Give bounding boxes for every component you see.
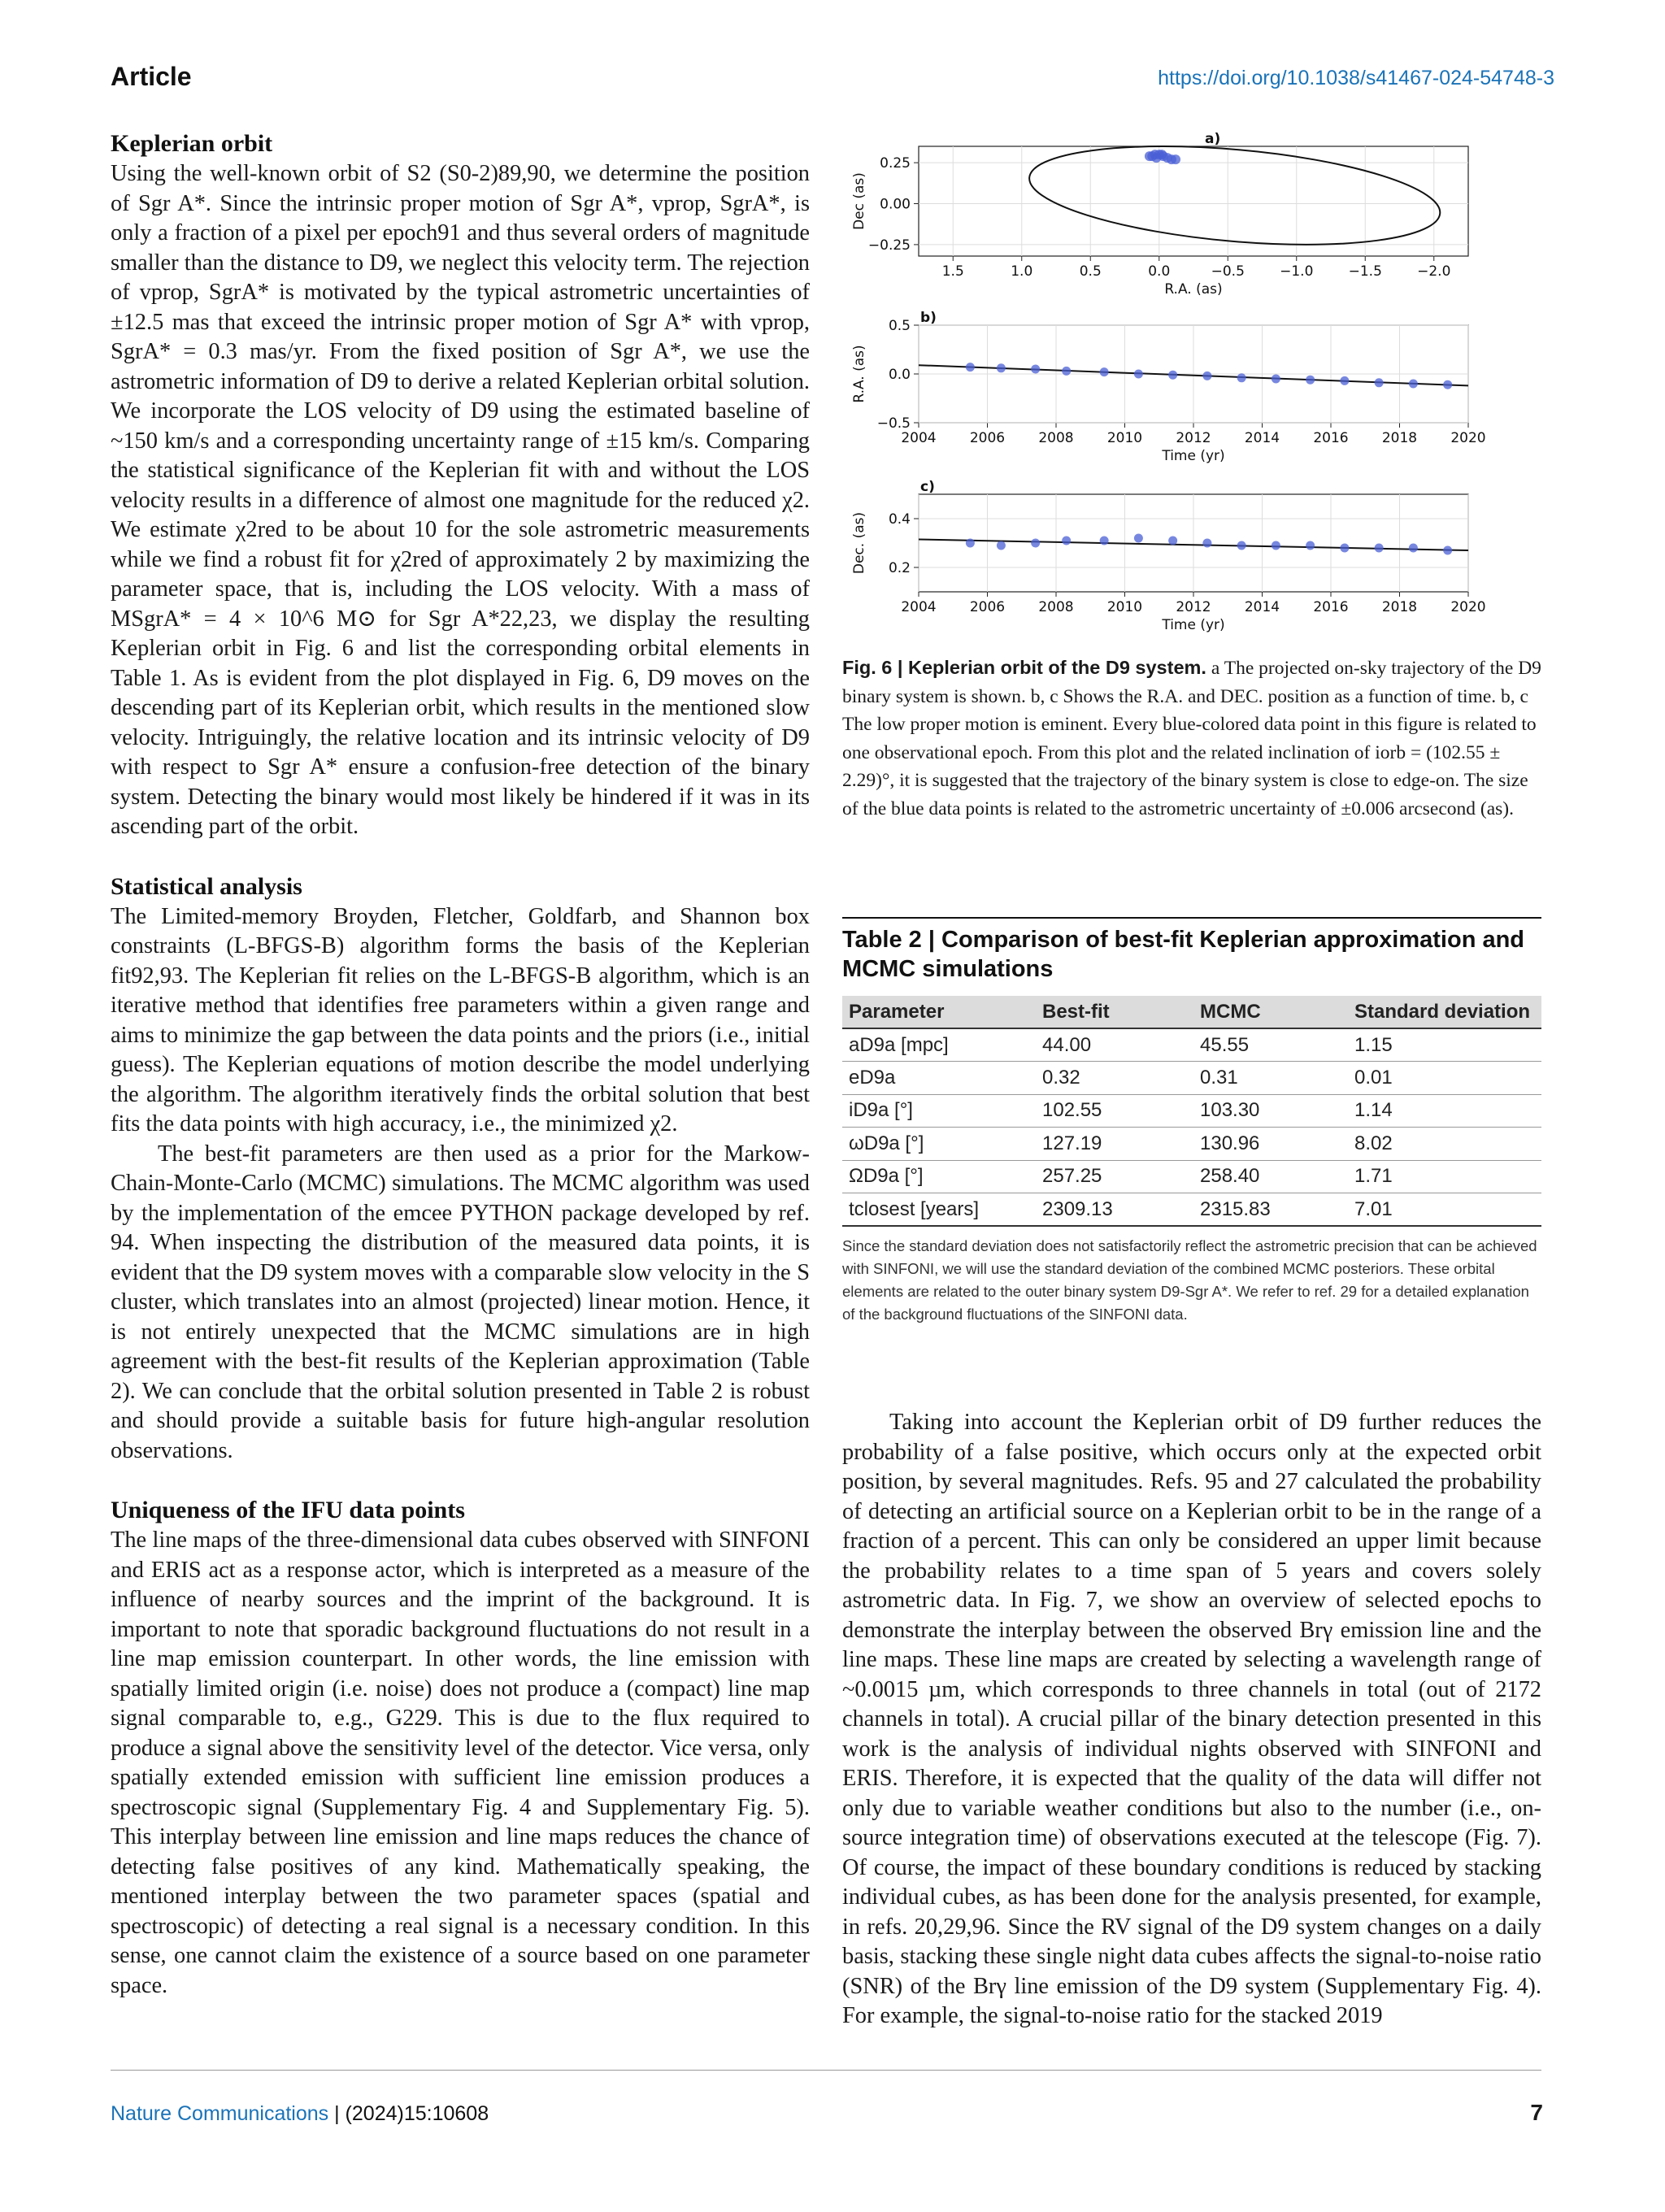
x-tick-label: 2008 bbox=[1038, 430, 1074, 446]
x-axis-label: Time (yr) bbox=[1162, 617, 1225, 633]
table-cell: 1.14 bbox=[1348, 1094, 1541, 1128]
data-point bbox=[1202, 372, 1211, 380]
x-tick-label: 2004 bbox=[901, 599, 937, 615]
table-cell: 130.96 bbox=[1193, 1128, 1348, 1161]
table-cell: eD9a bbox=[842, 1062, 1036, 1095]
figure-caption-text: a The projected on-sky trajectory of the D9 binary system is shown. b, c Shows the R.A. and DEC. position as a function of time. b, c The low proper motion is eminent. Every blue-colored data point in this figure is related to one observational epoch. From this plot and the related inclination of iorb = (102.55 ± 2.29)°, it is suggested that the trajectory of the binary system is close to edge-on. The size of the blue data points is related to the astrometric uncertainty of ±0.006 arcsecond (as). bbox=[842, 658, 1541, 819]
data-point bbox=[1409, 380, 1418, 389]
y-axis-label: R.A. (as) bbox=[851, 345, 867, 403]
table-row bbox=[842, 1128, 1541, 1161]
x-tick-label: 0.0 bbox=[1148, 263, 1171, 280]
table-header-cell: Standard deviation bbox=[1348, 996, 1541, 1028]
table-cell: 103.30 bbox=[1193, 1094, 1348, 1128]
x-axis-label: Time (yr) bbox=[1162, 448, 1225, 464]
table-row bbox=[842, 1028, 1541, 1062]
figure-6 bbox=[846, 130, 1541, 639]
x-tick-label: 2016 bbox=[1313, 599, 1349, 615]
x-tick-label: 2018 bbox=[1381, 599, 1418, 615]
doi-link[interactable]: https://doi.org/10.1038/s41467-024-54748-3 bbox=[1158, 67, 1554, 89]
table-cell: 257.25 bbox=[1036, 1160, 1193, 1193]
x-tick-label: 2014 bbox=[1244, 599, 1280, 615]
table-header-cell: Best-fit bbox=[1036, 996, 1193, 1028]
data-point bbox=[966, 363, 975, 372]
statistical-paragraph-1: The Limited-memory Broyden, Fletcher, Goldfarb, and Shannon box constraints (L-BFGS-B) algorithm forms the basis of the Keplerian fit92,93. The Keplerian fit relies on the L-BFGS-B algorithm, which is an iterative method that identifies free parameters within a given range and aims to minimize the gap between the data points and the priors (i.e., initial guess). The Keplerian equations of motion describe the model underlying the algorithm. The algorithm iteratively finds the orbital solution that best fits the data points with high accuracy, i.e., the minimized χ2. bbox=[111, 903, 810, 1136]
x-tick-label: 2006 bbox=[969, 430, 1006, 446]
table-cell: iD9a [°] bbox=[842, 1094, 1036, 1128]
x-tick-label: 2020 bbox=[1450, 599, 1486, 615]
data-point bbox=[1443, 546, 1452, 555]
table-cell: 0.32 bbox=[1036, 1062, 1193, 1095]
section-heading-keplerian: Keplerian orbit bbox=[111, 130, 273, 157]
table-title: Table 2 | Comparison of best-fit Keplerian approximation and MCMC simulations bbox=[842, 927, 1525, 982]
x-tick-label: 2010 bbox=[1106, 599, 1143, 615]
y-tick-label: 0.00 bbox=[880, 196, 911, 213]
data-point bbox=[1151, 153, 1161, 163]
table-cell: 258.40 bbox=[1193, 1160, 1348, 1193]
data-point bbox=[1100, 537, 1109, 545]
x-tick-label: 1.0 bbox=[1011, 263, 1033, 280]
statistical-paragraph-2: The best-fit parameters are then used as a prior for the Markow-Chain-Monte-Carlo (MCMC) simulations. The MCMC algorithm was used by the implementation of the emcee PYTHON package developed by ref. 94. When inspecting the distribution of the measured data points, it is evident that the D9 system moves with a comparable slow velocity in the S cluster, which translates into an almost (projected) linear motion. Hence, it is not entirely unexpected that the MCMC simulations are in high agreement with the best-fit results of the Keplerian approximation (Table 2). We can conclude that the orbital solution presented in Table 2 is robust and should provide a suitable basis for future high-angular resolution observations. bbox=[111, 1141, 810, 1463]
data-point bbox=[1306, 541, 1315, 550]
right-column-body bbox=[842, 1408, 1541, 2032]
table-cell: aD9a [mpc] bbox=[842, 1028, 1036, 1062]
table-cell: 2309.13 bbox=[1036, 1193, 1193, 1227]
y-tick-label: −0.25 bbox=[867, 237, 911, 254]
table-row bbox=[842, 1094, 1541, 1128]
y-tick-label: 0.2 bbox=[888, 560, 911, 576]
table-row bbox=[842, 1062, 1541, 1095]
x-tick-label: −2.0 bbox=[1417, 263, 1451, 280]
parameters-table bbox=[842, 996, 1541, 1227]
orbit-ellipse bbox=[1025, 132, 1444, 259]
citation-text: | (2024)15:10608 bbox=[328, 2102, 489, 2125]
data-point bbox=[1134, 534, 1143, 543]
journal-name-link[interactable]: Nature Communications bbox=[111, 2102, 329, 2125]
data-point bbox=[966, 539, 975, 548]
x-tick-label: 2014 bbox=[1244, 430, 1280, 446]
left-column bbox=[111, 128, 810, 2001]
figure-caption bbox=[842, 654, 1541, 823]
data-point bbox=[1062, 367, 1071, 376]
table-cell: 0.01 bbox=[1348, 1062, 1541, 1095]
table-cell: 0.31 bbox=[1193, 1062, 1348, 1095]
x-tick-label: 2004 bbox=[901, 430, 937, 446]
table-cell: 127.19 bbox=[1036, 1128, 1193, 1161]
x-tick-label: 2018 bbox=[1381, 430, 1418, 446]
data-point bbox=[1306, 376, 1315, 385]
data-point bbox=[1375, 544, 1384, 553]
y-tick-label: 0.0 bbox=[888, 367, 911, 383]
table-cell: 102.55 bbox=[1036, 1094, 1193, 1128]
keplerian-paragraph: Using the well-known orbit of S2 (S0-2)89,90, we determine the position of Sgr A*. Since the intrinsic proper motion of Sgr A*, vprop, SgrA*, is only a fraction of a pixel per epoch91 and thus several orders of magnitude smaller than the distance to D9, we neglect this velocity term. The rejection of vprop, SgrA* is motivated by the typical astrometric uncertainties of ±12.5 mas that exceed the intrinsic proper motion of Sgr A* with vprop, SgrA* = 0.3 mas/yr. From the fixed position of Sgr A*, we use the astrometric information of D9 to derive a related Keplerian orbital solution. We incorporate the LOS velocity of D9 using the estimated baseline of ~150 km/s and a corresponding uncertainty range of ±15 km/s. Comparing the statistical significance of the Keplerian fit with and without the LOS velocity results in a difference of almost one magnitude for the reduced χ2. We estimate χ2red to be about 10 for the sole astrometric measurements while we find a robust fit for χ2red of approximately 2 by maximizing the parameter space, that is, including the LOS velocity. With a mass of MSgrA* = 4 × 10^6 M⊙ for Sgr A*22,23, we display the resulting Keplerian orbit in Fig. 6 and list the corresponding orbital elements in Table 1. As is evident from the plot displayed in Fig. 6, D9 moves on the descending part of its Keplerian orbit, which results in the mentioned slow velocity. Intriguingly, the relative location and its intrinsic velocity of D9 with respect to Sgr A* ensure a confusion-free detection of the binary system. Detecting the binary would most likely be hindered if it was in its ascending part of the orbit. bbox=[111, 161, 810, 839]
x-tick-label: −1.0 bbox=[1280, 263, 1314, 280]
section-heading-statistical: Statistical analysis bbox=[111, 872, 302, 900]
data-point bbox=[1409, 544, 1418, 553]
data-point bbox=[1031, 365, 1040, 374]
x-tick-label: −0.5 bbox=[1211, 263, 1245, 280]
table-cell: 45.55 bbox=[1193, 1028, 1348, 1062]
footer-rule bbox=[111, 2070, 1541, 2071]
data-point bbox=[1272, 541, 1280, 550]
data-point bbox=[997, 541, 1006, 550]
data-point bbox=[1171, 154, 1180, 164]
x-tick-label: 2020 bbox=[1450, 430, 1486, 446]
data-point bbox=[1375, 378, 1384, 387]
x-tick-label: 2008 bbox=[1038, 599, 1074, 615]
right-body-paragraph: Taking into account the Keplerian orbit of D9 further reduces the probability of a false positive, which occurs only at the expected orbit position, by several magnitudes. Refs. 95 and 27 calculated the probability of detecting an artificial source on a Keplerian orbit to be in the range of a fraction of a percent. This can only be considered an upper limit because the probability relates to a time span of 5 years and covers solely astrometric data. In Fig. 7, we show an overview of selected epochs to demonstrate the interplay between the observed Brγ emission line and the line maps. These line maps are created by selecting a wavelength range of ~0.0015 µm, which corresponds to three channels in total (out of 2172 channels in total). A crucial pillar of the binary detection presented in this work is the analysis of individual nights observed with SINFONI and ERIS. Therefore, it is expected that the quality of the data will differ not only due to variable weather conditions but also to the number (i.e., on-source integration time) of observations executed at the telescope (Fig. 7). Of course, the impact of these boundary conditions is reduced by stacking individual cubes, as has been done for the analysis presented, for example, in refs. 20,29,96. Since the RV signal of the D9 system changes on a daily basis, stacking these single night data cubes affects the signal-to-noise ratio (SNR) of the Brγ line emission of the D9 system (Supplementary Fig. 4). For example, the signal-to-noise ratio for the stacked 2019 bbox=[842, 1410, 1541, 2028]
table-cell: ΩD9a [°] bbox=[842, 1160, 1036, 1193]
uniqueness-paragraph: The line maps of the three-dimensional data cubes observed with SINFONI and ERIS act as a response actor, which is interpreted as a measure of the influence of nearby sources and the imprint of the background. It is important to note that sporadic background fluctuations do not result in a line map emission counterpart. In other words, the line emission with spatially limited origin (i.e. noise) does not produce a (compact) line map signal comparable to, e.g., G229. This is due to the flux required to produce a signal above the sensitivity level of the detector. Vice versa, only spatially extended emission with sufficient line emission produces a spectroscopic signal (Supplementary Fig. 4 and Supplementary Fig. 5). This interplay between line emission and line maps reduces the chance of detecting false positives of any kind. Mathematically speaking, the mentioned interplay between the two parameter spaces (spatial and spectroscopic) of detecting a real signal is a necessary condition. In this sense, one cannot claim the existence of a source based on one parameter space. bbox=[111, 1528, 810, 1998]
table-cell: 1.15 bbox=[1348, 1028, 1541, 1062]
figure-caption-label: Fig. 6 | Keplerian orbit of the D9 system. bbox=[842, 657, 1206, 678]
table-cell: 8.02 bbox=[1348, 1128, 1541, 1161]
x-tick-label: 2010 bbox=[1106, 430, 1143, 446]
table-top-rule bbox=[842, 917, 1541, 919]
table-header-cell: Parameter bbox=[842, 996, 1036, 1028]
data-point bbox=[997, 363, 1006, 372]
article-label: Article bbox=[111, 62, 192, 91]
panel-label: c) bbox=[920, 479, 935, 495]
table-row bbox=[842, 1160, 1541, 1193]
x-tick-label: 2016 bbox=[1313, 430, 1349, 446]
x-tick-label: 2006 bbox=[969, 599, 1006, 615]
data-point bbox=[1168, 371, 1177, 380]
data-point bbox=[1168, 537, 1177, 545]
table-cell: tclosest [years] bbox=[842, 1193, 1036, 1227]
data-point bbox=[1237, 541, 1246, 550]
data-point bbox=[1062, 537, 1071, 545]
panel-label: a) bbox=[1205, 131, 1221, 147]
figure-6-plots bbox=[846, 130, 1541, 639]
section-heading-uniqueness: Uniqueness of the IFU data points bbox=[111, 1497, 465, 1523]
table-cell: 7.01 bbox=[1348, 1193, 1541, 1227]
x-axis-label: R.A. (as) bbox=[1164, 281, 1223, 298]
footer-citation bbox=[111, 2102, 489, 2126]
table-cell: 2315.83 bbox=[1193, 1193, 1348, 1227]
y-axis-label: Dec. (as) bbox=[851, 511, 867, 575]
table-cell: 1.71 bbox=[1348, 1160, 1541, 1193]
data-point bbox=[1031, 539, 1040, 548]
page-number: 7 bbox=[1530, 2100, 1543, 2125]
data-point bbox=[1134, 370, 1143, 379]
y-axis-label: Dec (as) bbox=[851, 172, 867, 230]
data-point bbox=[1272, 375, 1280, 384]
data-point bbox=[1237, 373, 1246, 382]
panel-label: b) bbox=[920, 310, 937, 326]
table-header-cell: MCMC bbox=[1193, 996, 1348, 1028]
x-tick-label: 2012 bbox=[1176, 430, 1211, 446]
table-cell: 44.00 bbox=[1036, 1028, 1193, 1062]
data-point bbox=[1340, 376, 1349, 385]
data-point bbox=[1340, 544, 1349, 553]
y-tick-label: 0.25 bbox=[880, 155, 911, 172]
x-tick-label: −1.5 bbox=[1348, 263, 1382, 280]
table-header-row bbox=[842, 996, 1541, 1028]
y-tick-label: −0.5 bbox=[876, 415, 911, 432]
data-point bbox=[1100, 367, 1109, 376]
x-tick-label: 0.5 bbox=[1079, 263, 1102, 280]
x-tick-label: 2012 bbox=[1176, 599, 1211, 615]
y-tick-label: 0.5 bbox=[888, 318, 911, 334]
data-point bbox=[1443, 380, 1452, 389]
x-tick-label: 1.5 bbox=[941, 263, 964, 280]
table-row bbox=[842, 1193, 1541, 1227]
table-footnote: Since the standard deviation does not satisfactorily reflect the astrometric precision that can be achieved with SINFONI, we will use the standard deviation of the combined MCMC posteriors. These orbital elements are related to the outer binary system D9-Sgr A*. We refer to ref. 29 for a detailed explanation of the background fluctuations of the SINFONI data. bbox=[842, 1237, 1537, 1323]
table-cell: ωD9a [°] bbox=[842, 1128, 1036, 1161]
data-point bbox=[1202, 539, 1211, 548]
y-tick-label: 0.4 bbox=[888, 511, 911, 528]
